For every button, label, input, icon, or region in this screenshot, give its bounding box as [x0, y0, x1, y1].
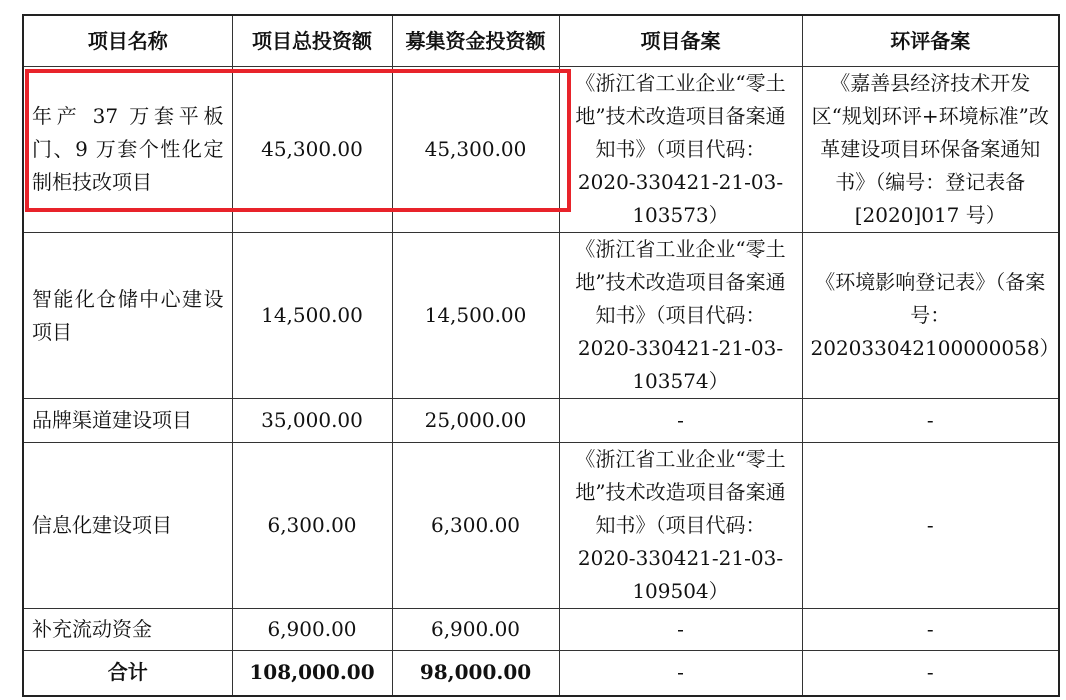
eia-filing-cell: - — [802, 399, 1059, 443]
raised-investment-cell: 45,300.00 — [392, 67, 559, 233]
eia-filing-cell: 《嘉善县经济技术开发区“规划环评+环境标准”改革建设项目环保备案通知书》（编号：登记表备[2020]017 号） — [802, 67, 1059, 233]
header-total-investment: 项目总投资额 — [232, 15, 392, 67]
document-page — [22, 14, 1058, 691]
project-filing-cell: - — [559, 609, 802, 651]
raised-investment-cell: 6,900.00 — [392, 609, 559, 651]
table-row — [23, 443, 1059, 609]
eia-filing-cell: - — [802, 443, 1059, 609]
header-eia-filing: 环评备案 — [802, 15, 1059, 67]
total-filing-cell: - — [559, 651, 802, 696]
header-project-name: 项目名称 — [23, 15, 232, 67]
project-filing-cell: 《浙江省工业企业“零土地”技术改造项目备案通知书》（项目代码：2020-330421-21-03-109504） — [559, 443, 802, 609]
table-header-row — [23, 15, 1059, 67]
table-total-row — [23, 651, 1059, 696]
total-investment-cell: 14,500.00 — [232, 233, 392, 399]
project-name-cell: 智能化仓储中心建设项目 — [23, 233, 232, 399]
investment-table — [22, 14, 1060, 697]
project-name-cell: 补充流动资金 — [23, 609, 232, 651]
raised-investment-cell: 25,000.00 — [392, 399, 559, 443]
total-investment-cell: 6,300.00 — [232, 443, 392, 609]
header-raised-investment: 募集资金投资额 — [392, 15, 559, 67]
table-row — [23, 399, 1059, 443]
raised-investment-sum-cell: 98,000.00 — [392, 651, 559, 696]
project-name-cell: 年产 37 万套平板门、9 万套个性化定制柜技改项目 — [23, 67, 232, 233]
raised-investment-cell: 14,500.00 — [392, 233, 559, 399]
total-investment-cell: 35,000.00 — [232, 399, 392, 443]
total-investment-cell: 6,900.00 — [232, 609, 392, 651]
total-eia-cell: - — [802, 651, 1059, 696]
project-filing-cell: - — [559, 399, 802, 443]
project-name-cell: 信息化建设项目 — [23, 443, 232, 609]
eia-filing-cell: - — [802, 609, 1059, 651]
eia-filing-cell: 《环境影响登记表》（备案号：202033042100000058） — [802, 233, 1059, 399]
table-row — [23, 67, 1059, 233]
table-row — [23, 233, 1059, 399]
total-label-cell: 合计 — [23, 651, 232, 696]
raised-investment-cell: 6,300.00 — [392, 443, 559, 609]
total-investment-sum-cell: 108,000.00 — [232, 651, 392, 696]
project-filing-cell: 《浙江省工业企业“零土地”技术改造项目备案通知书》（项目代码：2020-330421-21-03-103574） — [559, 233, 802, 399]
header-project-filing: 项目备案 — [559, 15, 802, 67]
project-filing-cell: 《浙江省工业企业“零土地”技术改造项目备案通知书》（项目代码：2020-330421-21-03-103573） — [559, 67, 802, 233]
table-row — [23, 609, 1059, 651]
total-investment-cell: 45,300.00 — [232, 67, 392, 233]
project-name-cell: 品牌渠道建设项目 — [23, 399, 232, 443]
